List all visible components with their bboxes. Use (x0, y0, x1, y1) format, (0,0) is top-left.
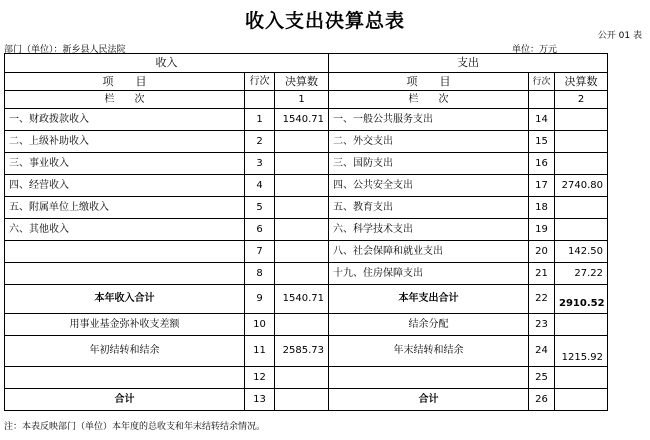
surplus-distribution-line: 23 (529, 314, 555, 336)
income-total-line: 9 (245, 285, 275, 314)
table-row (5, 197, 608, 219)
income-line: 1 (245, 109, 275, 131)
income-line: 3 (245, 153, 275, 175)
footnote: 注：本表反映部门（单位）本年度的总收支和年末结转结余情况。 (4, 422, 266, 432)
expense-amount: 2740.80 (555, 175, 608, 197)
table-row (5, 219, 608, 241)
fund-offset-line: 10 (245, 314, 275, 336)
unit-label: 单位：万元 (512, 45, 558, 55)
blank-row-amount (275, 367, 329, 389)
income-item: 三、事业收入 (5, 153, 245, 175)
expense-item: 三、国防支出 (329, 153, 529, 175)
expense-item: 十九、住房保障支出 (329, 263, 529, 285)
income-item: 二、上级补助收入 (5, 131, 245, 153)
expense-amount-header: 决算数 (555, 73, 608, 91)
expense-line: 16 (529, 153, 555, 175)
income-sum-line: 13 (245, 389, 275, 411)
opening-balance-amount: 2585.73 (275, 336, 329, 367)
income-amount (275, 219, 329, 241)
expense-amount (555, 131, 608, 153)
income-item-header: 项 目 (5, 73, 245, 91)
expense-line-blank (529, 91, 555, 109)
fund-offset-label: 用事业基金弥补收支差额 (5, 314, 245, 336)
income-amount: 1540.71 (275, 109, 329, 131)
expense-item: 五、教育支出 (329, 197, 529, 219)
expense-column-index: 2 (555, 91, 608, 109)
income-item: 六、其他收入 (5, 219, 245, 241)
income-header: 收入 (5, 54, 329, 73)
income-line: 7 (245, 241, 275, 263)
expense-item: 四、公共安全支出 (329, 175, 529, 197)
income-amount (275, 263, 329, 285)
summary-table (4, 53, 608, 411)
blank-row-line: 12 (245, 367, 275, 389)
income-line-header: 行次 (245, 73, 275, 91)
expense-item: 二、外交支出 (329, 131, 529, 153)
report-title: 收入支出决算总表 (244, 10, 405, 32)
expense-amount (555, 109, 608, 131)
expense-total-label: 本年支出合计 (329, 285, 529, 314)
expense-sum-line: 26 (529, 389, 555, 411)
expense-total-line: 22 (529, 285, 555, 314)
form-number: 公开 01 表 (597, 31, 642, 41)
income-column-label: 栏 次 (5, 91, 245, 109)
expense-amount: 27.22 (555, 263, 608, 285)
income-item (5, 241, 245, 263)
income-line-blank (245, 91, 275, 109)
income-amount (275, 175, 329, 197)
expense-line: 15 (529, 131, 555, 153)
income-amount-header: 决算数 (275, 73, 329, 91)
income-total-amount: 1540.71 (275, 285, 329, 314)
income-amount (275, 153, 329, 175)
table-row (5, 175, 608, 197)
income-line: 5 (245, 197, 275, 219)
expense-sum-label: 合计 (329, 389, 529, 411)
expense-sum-amount (555, 389, 608, 411)
surplus-distribution-amount (555, 314, 608, 336)
income-line: 6 (245, 219, 275, 241)
expense-item: 八、社会保障和就业支出 (329, 241, 529, 263)
expense-item: 六、科学技术支出 (329, 219, 529, 241)
income-sum-label: 合计 (5, 389, 245, 411)
expense-total-amount: 2910.52 (555, 285, 608, 314)
closing-balance-line: 24 (529, 336, 555, 367)
income-item: 一、财政拨款收入 (5, 109, 245, 131)
opening-balance-line: 11 (245, 336, 275, 367)
expense-amount (555, 197, 608, 219)
expense-item: 一、一般公共服务支出 (329, 109, 529, 131)
fund-offset-amount (275, 314, 329, 336)
expense-line: 19 (529, 219, 555, 241)
blank-row-expense-label (329, 367, 529, 389)
income-item (5, 263, 245, 285)
expense-column-label: 栏 次 (329, 91, 529, 109)
expense-line: 17 (529, 175, 555, 197)
expense-line: 14 (529, 109, 555, 131)
expense-header: 支出 (329, 54, 608, 73)
expense-line: 20 (529, 241, 555, 263)
table-row (5, 263, 608, 285)
income-line: 8 (245, 263, 275, 285)
expense-line: 18 (529, 197, 555, 219)
closing-balance-label: 年末结转和结余 (329, 336, 529, 367)
income-item: 五、附属单位上缴收入 (5, 197, 245, 219)
blank-row-expense-line: 25 (529, 367, 555, 389)
expense-item-header: 项 目 (329, 73, 529, 91)
income-column-index: 1 (275, 91, 329, 109)
table-row (5, 241, 608, 263)
income-item: 四、经营收入 (5, 175, 245, 197)
income-amount (275, 197, 329, 219)
opening-balance-label: 年初结转和结余 (5, 336, 245, 367)
income-line: 2 (245, 131, 275, 153)
blank-row-expense-amount (555, 367, 608, 389)
table-row (5, 109, 608, 131)
income-total-label: 本年收入合计 (5, 285, 245, 314)
expense-line-header: 行次 (529, 73, 555, 91)
table-row (5, 131, 608, 153)
expense-amount (555, 219, 608, 241)
closing-balance-amount: 1215.92 (555, 336, 608, 367)
expense-amount: 142.50 (555, 241, 608, 263)
table-row (5, 153, 608, 175)
blank-row-label (5, 367, 245, 389)
expense-amount (555, 153, 608, 175)
department-label: 部门（单位）：新乡县人民法院 (4, 45, 126, 55)
income-line: 4 (245, 175, 275, 197)
income-sum-amount (275, 389, 329, 411)
income-amount (275, 241, 329, 263)
expense-line: 21 (529, 263, 555, 285)
income-amount (275, 131, 329, 153)
surplus-distribution-label: 结余分配 (329, 314, 529, 336)
